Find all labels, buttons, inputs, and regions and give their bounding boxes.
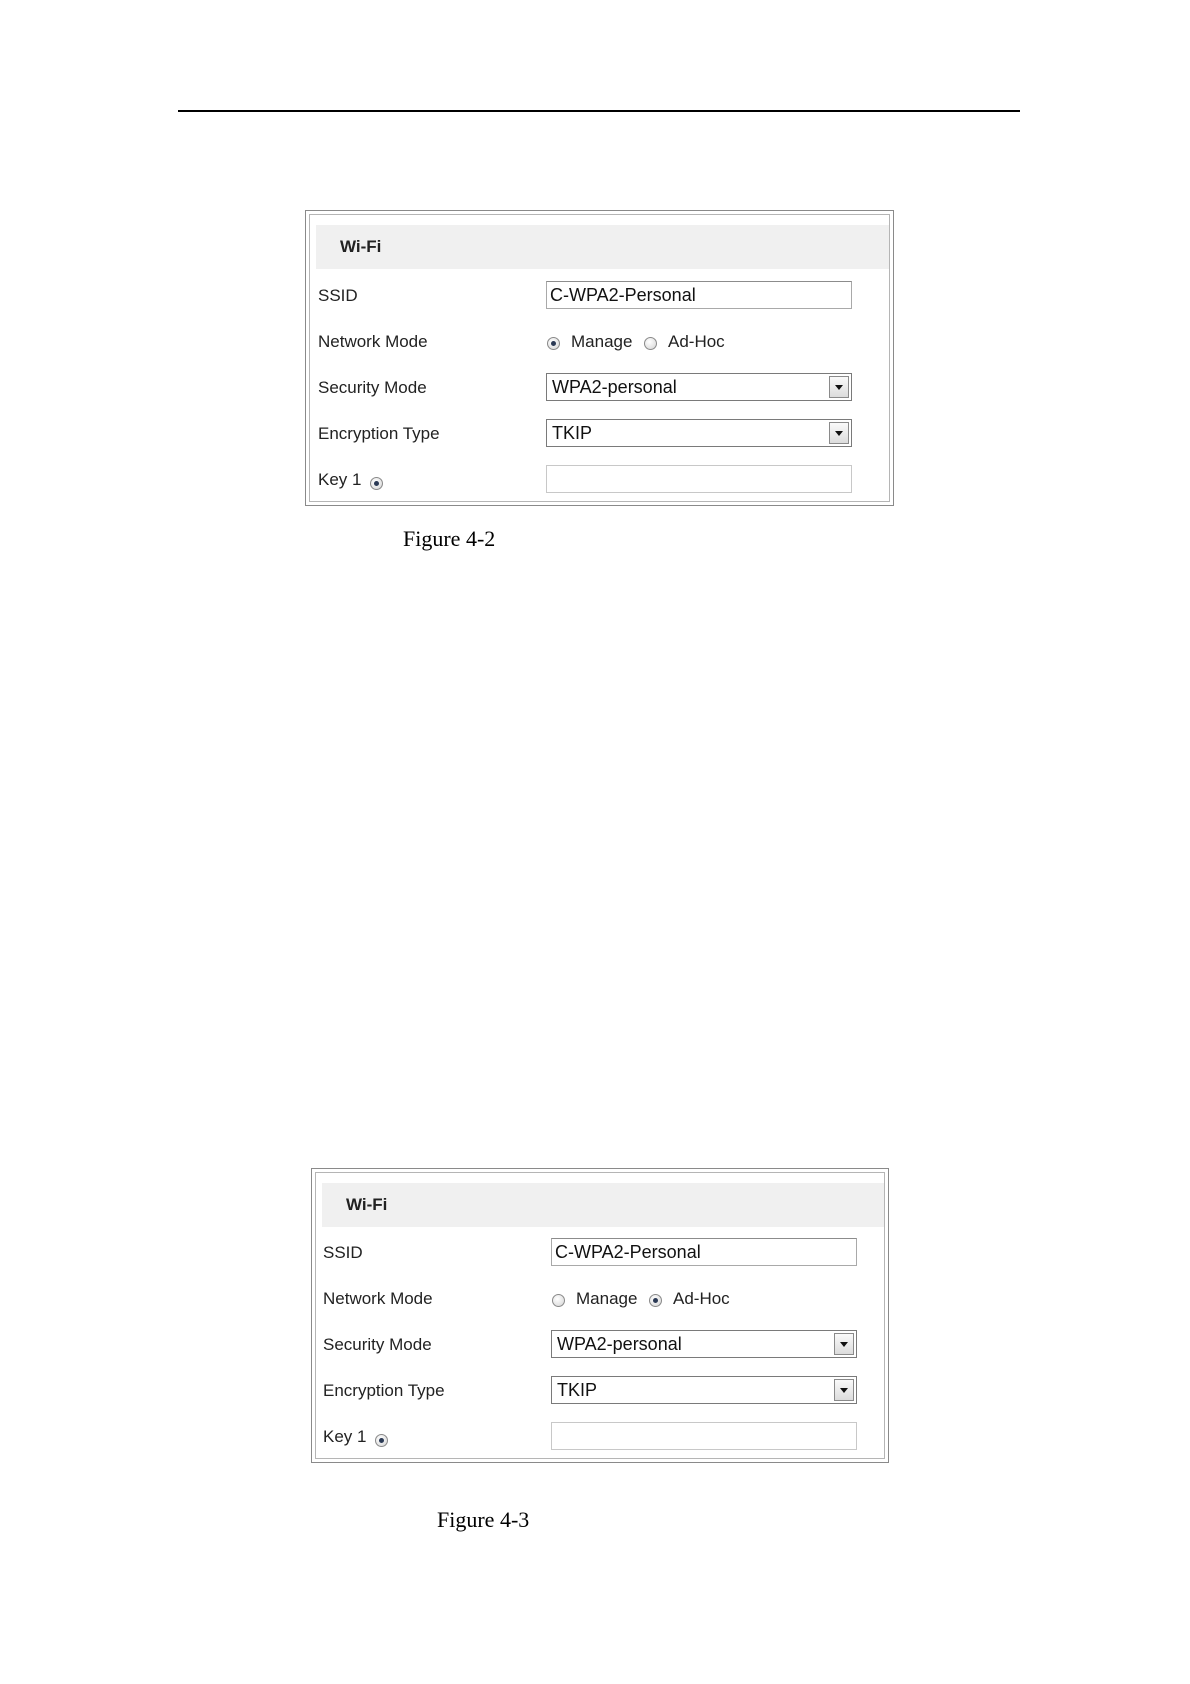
- security-mode-label: Security Mode: [318, 378, 427, 397]
- figure-caption: Figure 4-2: [403, 526, 496, 551]
- key-1-radio[interactable]: [370, 477, 383, 490]
- key-1-input[interactable]: [551, 1422, 857, 1450]
- network-mode-manage-radio[interactable]: [547, 337, 560, 350]
- network-mode-manage-label[interactable]: Manage: [576, 1289, 638, 1308]
- encryption-type-label: Encryption Type: [318, 424, 440, 443]
- network-mode-adhoc-radio[interactable]: [644, 337, 657, 350]
- key-1-radio[interactable]: [375, 1434, 388, 1447]
- security-mode-select[interactable]: [551, 1330, 857, 1358]
- panel-title: Wi-Fi: [322, 1183, 884, 1227]
- encryption-type-value: TKIP: [552, 423, 593, 443]
- security-mode-value: WPA2-personal: [552, 377, 677, 397]
- chevron-down-icon[interactable]: [829, 422, 849, 444]
- network-mode-manage-label[interactable]: Manage: [571, 332, 633, 351]
- network-mode-adhoc-label[interactable]: Ad-Hoc: [673, 1289, 730, 1308]
- panel-title: Wi-Fi: [316, 225, 889, 269]
- wifi-settings-panel: [311, 1168, 889, 1463]
- network-mode-adhoc-label[interactable]: Ad-Hoc: [668, 332, 725, 351]
- encryption-type-select[interactable]: [546, 419, 852, 447]
- ssid-label: SSID: [323, 1243, 363, 1262]
- security-mode-label: Security Mode: [323, 1335, 432, 1354]
- key-1-input[interactable]: [546, 465, 852, 493]
- key-1-label: Key 1: [323, 1427, 367, 1446]
- security-mode-value: WPA2-personal: [557, 1334, 682, 1354]
- wifi-settings-panel: [305, 210, 894, 506]
- chevron-down-icon[interactable]: [834, 1333, 854, 1355]
- network-mode-manage-radio[interactable]: [552, 1294, 565, 1307]
- chevron-down-icon[interactable]: [834, 1379, 854, 1401]
- encryption-type-value: TKIP: [557, 1380, 598, 1400]
- network-mode-label: Network Mode: [323, 1289, 433, 1308]
- key-1-label: Key 1: [318, 470, 362, 489]
- network-mode-label: Network Mode: [318, 332, 428, 351]
- network-mode-adhoc-radio[interactable]: [649, 1294, 662, 1307]
- page-header-rule: [178, 110, 1020, 112]
- figure-caption: Figure 4-3: [437, 1507, 530, 1532]
- encryption-type-select[interactable]: [551, 1376, 857, 1404]
- ssid-input[interactable]: C-WPA2-Personal: [546, 281, 852, 309]
- security-mode-select[interactable]: [546, 373, 852, 401]
- ssid-input[interactable]: C-WPA2-Personal: [551, 1238, 857, 1266]
- encryption-type-label: Encryption Type: [323, 1381, 445, 1400]
- ssid-label: SSID: [318, 286, 358, 305]
- chevron-down-icon[interactable]: [829, 376, 849, 398]
